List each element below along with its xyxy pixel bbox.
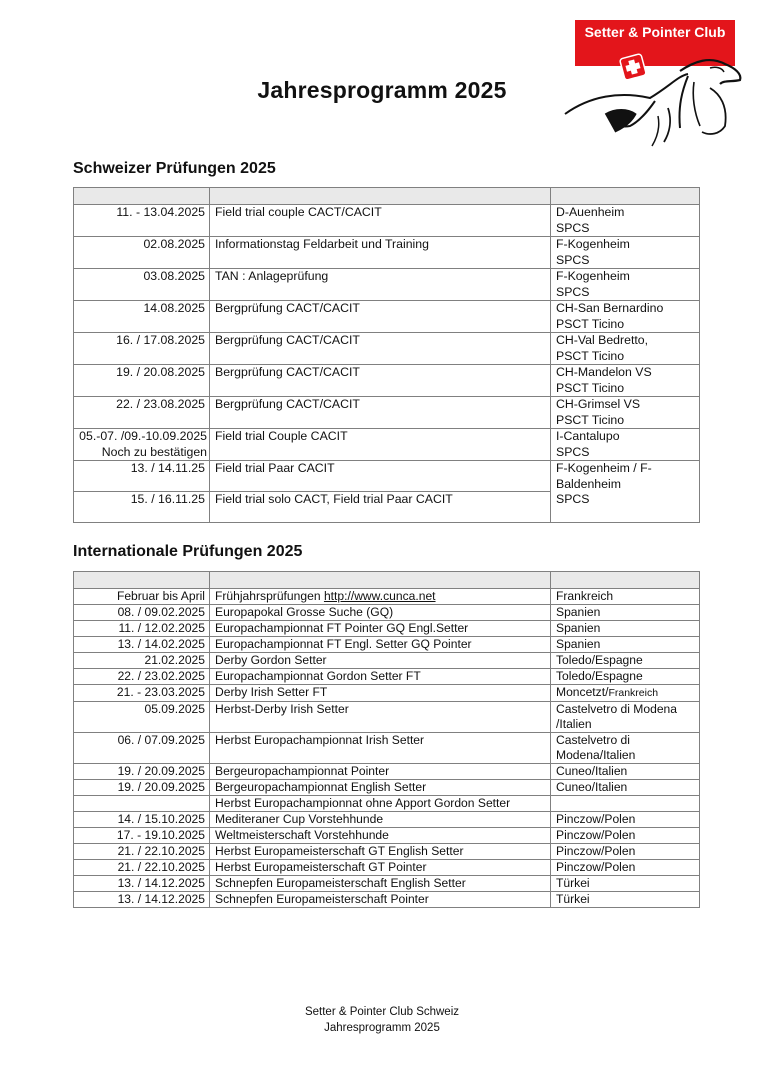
table-row [74,764,700,780]
table-row [74,653,700,669]
event-cell: Weltmeisterschaft Vorstehhunde [210,828,551,844]
table-row [74,301,700,333]
footer-line-1: Setter & Pointer Club Schweiz [304,1006,460,1018]
date-cell: 19. / 20.09.2025 [74,764,210,780]
organizer-text: SPCS [556,252,590,267]
event-text: Frühjahrsprüfungen [215,589,321,603]
date-cell: 22. / 23.08.2025 [74,397,210,429]
location-cell [551,365,700,397]
event-cell: Europapokal Grosse Suche (GQ) [210,605,551,621]
table-row [74,669,700,685]
date-cell: 13. / 14.12.2025 [74,892,210,908]
table-row [74,828,700,844]
date-cell: 13. / 14.12.2025 [74,876,210,892]
date-cell: 19. / 20.08.2025 [74,365,210,397]
event-cell: Bergprüfung CACT/CACIT [210,365,551,397]
location-cell [551,796,700,812]
date-cell: 08. / 09.02.2025 [74,605,210,621]
event-cell: Schnepfen Europameisterschaft Pointer [210,892,551,908]
page-footer [0,1004,764,1036]
event-cell: Bergprüfung CACT/CACIT [210,397,551,429]
organizer-text: SPCS [556,492,590,506]
event-cell: Herbst Europameisterschaft GT Pointer [210,860,551,876]
event-cell: Bergprüfung CACT/CACIT [210,333,551,365]
location-cell [551,333,700,365]
date-cell: 21.02.2025 [74,653,210,669]
location-text: F-Kogenheim / F-Baldenheim [556,461,652,491]
location-text: CH-San Bernardino [556,301,664,315]
location-text: D-Auenheim [556,205,625,219]
location-country: Frankreich [608,687,659,699]
table-row [74,461,700,492]
event-cell: Schnepfen Europameisterschaft English Setter [210,876,551,892]
swiss-exams-table [73,187,700,523]
event-cell: Herbst Europachampionnat ohne Apport Gordon Setter [210,796,551,812]
event-cell: Field trial Couple CACIT [210,429,551,461]
organizer-text: SPCS [556,444,590,459]
organizer-text: SPCS [556,284,590,299]
dogs-illustration-icon [560,16,750,151]
table-row [74,589,700,605]
date-cell: 03.08.2025 [74,269,210,301]
location-cell: Toledo/Espagne [551,653,700,669]
event-cell: Field trial Paar CACIT [210,461,551,492]
location-text: I-Cantalupo [556,429,620,443]
date-cell: 13. / 14.11.25 [74,461,210,492]
logo-text: Setter & Pointer Club [584,24,726,40]
location-cell: Spanien [551,605,700,621]
location-cell: Spanien [551,637,700,653]
location-cell: Castelvetro di Modena/Italien [551,733,700,764]
location-cell [551,237,700,269]
cunca-link[interactable]: http://www.cunca.net [323,589,436,603]
section-title-international: Internationale Prüfungen 2025 [73,543,303,560]
date-cell: 06. / 07.09.2025 [74,733,210,764]
date-cell: 11. - 13.04.2025 [74,205,210,237]
date-cell [74,796,210,812]
table-header-row [74,188,700,205]
event-cell: Derby Gordon Setter [210,653,551,669]
table-row [74,333,700,365]
event-cell: Europachampionnat FT Pointer GQ Engl.Setter [210,621,551,637]
location-cell [551,205,700,237]
event-cell: Bergprüfung CACT/CACIT [210,301,551,333]
international-exams-table [73,571,700,908]
table-row [74,733,700,764]
footer-line-2: Jahresprogramm 2025 [324,1022,440,1034]
location-cell: Cuneo/Italien [551,764,700,780]
location-text: F-Kogenheim [556,237,630,251]
event-cell: TAN : Anlageprüfung [210,269,551,301]
date-cell [74,429,210,461]
table-row [74,365,700,397]
location-cell [551,685,700,702]
event-cell: Herbst-Derby Irish Setter [210,702,551,733]
location-text: Moncetzt/ [556,685,609,699]
location-text: CH-Mandelon VS [556,365,652,379]
table-row [74,796,700,812]
date-text: 05.-07. /09.-10.09.2025 [79,429,207,443]
date-cell: 21. - 23.03.2025 [74,685,210,702]
event-cell: Herbst Europachampionnat Irish Setter [210,733,551,764]
table-row [74,812,700,828]
date-cell: 02.08.2025 [74,237,210,269]
location-cell: Pinczow/Polen [551,860,700,876]
location-cell: Toledo/Espagne [551,669,700,685]
event-cell: Field trial couple CACT/CACIT [210,205,551,237]
organizer-text: SPCS [556,220,590,235]
table-row [74,621,700,637]
location-cell: Cuneo/Italien [551,780,700,796]
date-cell: 14. / 15.10.2025 [74,812,210,828]
organizer-text: PSCT Ticino [556,316,625,331]
date-cell: Februar bis April [74,589,210,605]
table-row [74,397,700,429]
table-row [74,605,700,621]
table-row [74,637,700,653]
table-row [74,844,700,860]
date-cell: 17. - 19.10.2025 [74,828,210,844]
table-row [74,429,700,461]
date-cell: 14.08.2025 [74,301,210,333]
table-row [74,876,700,892]
date-note: Noch zu bestätigen [101,444,207,459]
location-cell: Castelvetro di Modena /Italien [551,702,700,733]
location-text: CH-Grimsel VS [556,397,641,411]
table-row [74,860,700,876]
location-text: CH-Val Bedretto, [556,333,649,347]
event-cell: Informationstag Feldarbeit und Training [210,237,551,269]
table-row [74,685,700,702]
table-row [74,702,700,733]
date-cell: 21. / 22.10.2025 [74,844,210,860]
table-header-row [74,572,700,589]
event-cell: Herbst Europameisterschaft GT English Setter [210,844,551,860]
table-row [74,237,700,269]
location-cell: Frankreich [551,589,700,605]
date-cell: 05.09.2025 [74,702,210,733]
table-row [74,205,700,237]
event-cell: Mediteraner Cup Vorstehhunde [210,812,551,828]
page-title: Jahresprogramm 2025 [257,77,507,103]
event-cell: Bergeuropachampionnat English Setter [210,780,551,796]
location-cell: Spanien [551,621,700,637]
location-cell: Pinczow/Polen [551,812,700,828]
location-cell: Pinczow/Polen [551,844,700,860]
date-cell: 21. / 22.10.2025 [74,860,210,876]
date-cell: 22. / 23.02.2025 [74,669,210,685]
location-cell [551,429,700,461]
event-cell [210,589,551,605]
location-cell: Türkei [551,892,700,908]
location-cell [551,397,700,429]
date-cell: 15. / 16.11.25 [74,492,210,523]
date-cell: 11. / 12.02.2025 [74,621,210,637]
location-cell: Pinczow/Polen [551,828,700,844]
event-cell: Field trial solo CACT, Field trial Paar CACIT [210,492,551,523]
organizer-text: PSCT Ticino [556,380,625,395]
organizer-text: PSCT Ticino [556,348,625,363]
date-cell: 19. / 20.09.2025 [74,780,210,796]
organizer-text: PSCT Ticino [556,412,625,427]
event-cell: Europachampionnat FT Engl. Setter GQ Pointer [210,637,551,653]
event-cell: Bergeuropachampionnat Pointer [210,764,551,780]
date-cell: 16. / 17.08.2025 [74,333,210,365]
location-cell [551,269,700,301]
location-cell [551,461,700,523]
club-logo [560,16,750,151]
date-cell: 13. / 14.02.2025 [74,637,210,653]
table-row [74,269,700,301]
location-cell: Türkei [551,876,700,892]
section-title-swiss: Schweizer Prüfungen 2025 [73,160,276,177]
table-row [74,780,700,796]
location-text: F-Kogenheim [556,269,630,283]
table-row [74,892,700,908]
location-cell [551,301,700,333]
event-cell: Derby Irish Setter FT [210,685,551,702]
event-cell: Europachampionnat Gordon Setter FT [210,669,551,685]
